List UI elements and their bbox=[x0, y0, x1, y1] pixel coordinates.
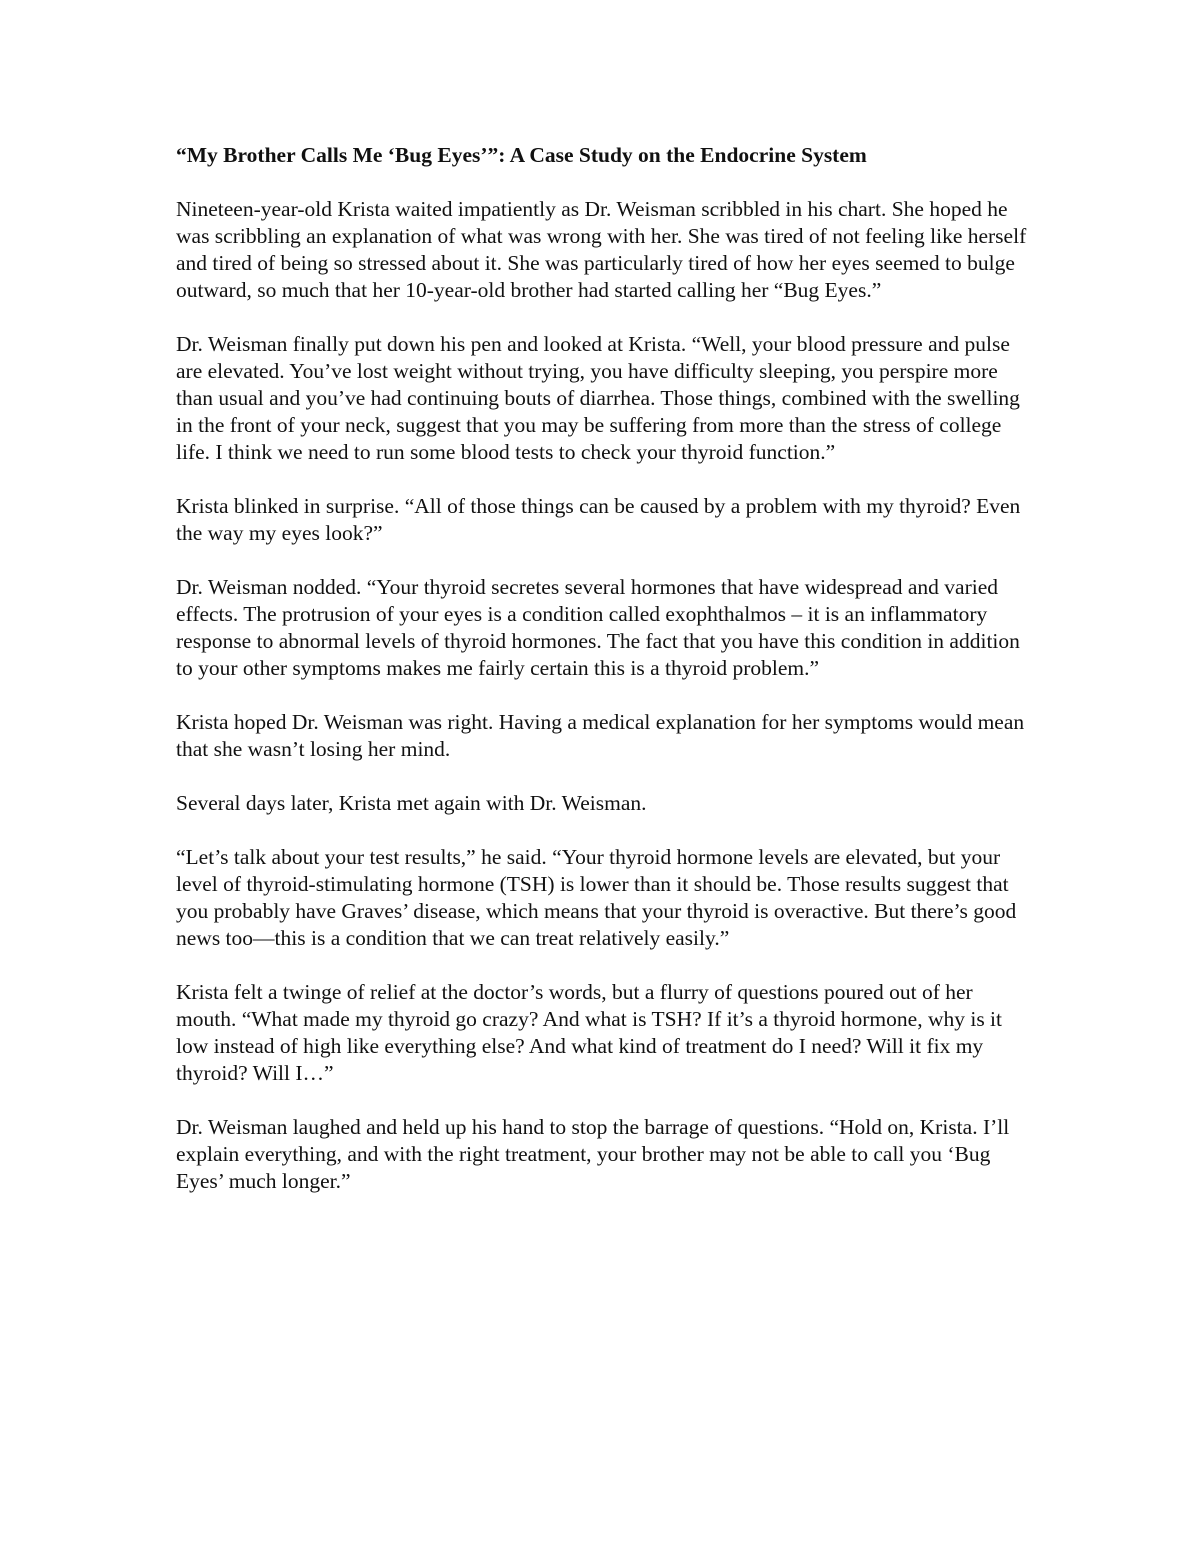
paragraph-5: Krista hoped Dr. Weisman was right. Having a medical explanation for her symptoms would mean that she wasn’t losing her mind. bbox=[176, 710, 1025, 761]
paragraph-8: Krista felt a twinge of relief at the doctor’s words, but a flurry of questions poured out of her mouth. “What made my thyroid go crazy? And what is TSH? If it’s a thyroid hormone, why is it low instead of high like everything else? And what kind of treatment do I need? Will it fix my thyroid? Will I…” bbox=[176, 980, 1003, 1085]
paragraph-1: Nineteen-year-old Krista waited impatiently as Dr. Weisman scribbled in his chart. She hoped he was scribbling an explanation of what was wrong with her. She was tired of not feeling like herself and tired of being so stressed about it. She was particularly tired of how her eyes seemed to bulge outward, so much that her 10-year-old brother had started calling her “Bug Eyes.” bbox=[176, 197, 1027, 302]
paragraph-7: “Let’s talk about your test results,” he said. “Your thyroid hormone levels are elevated, but your level of thyroid-stimulating hormone (TSH) is lower than it should be. Those results suggest that you probably have Graves’ disease, which means that your thyroid is overactive. But there’s good news too—this is a condition that we can treat relatively easily.” bbox=[176, 845, 1017, 950]
paragraph-6: Several days later, Krista met again with Dr. Weisman. bbox=[176, 791, 647, 815]
paragraph-3: Krista blinked in surprise. “All of those things can be caused by a problem with my thyroid? Even the way my eyes look?” bbox=[176, 494, 1021, 545]
paragraph-4: Dr. Weisman nodded. “Your thyroid secretes several hormones that have widespread and varied effects. The protrusion of your eyes is a condition called exophthalmos – it is an inflammatory response to abnormal levels of thyroid hormones. The fact that you have this condition in addition to your other symptoms makes me fairly certain this is a thyroid problem.” bbox=[176, 575, 1020, 680]
document-body bbox=[176, 142, 1036, 1222]
document-title: “My Brother Calls Me ‘Bug Eyes’”: A Case Study on the Endocrine System bbox=[176, 143, 867, 167]
paragraph-9: Dr. Weisman laughed and held up his hand to stop the barrage of questions. “Hold on, Krista. I’ll explain everything, and with the right treatment, your brother may not be able to call you ‘Bug Eyes’ much longer.” bbox=[176, 1115, 1010, 1193]
paragraph-2: Dr. Weisman finally put down his pen and looked at Krista. “Well, your blood pressure and pulse are elevated. You’ve lost weight without trying, you have difficulty sleeping, you perspire more than usual and you’ve had continuing bouts of diarrhea. Those things, combined with the swelling in the front of your neck, suggest that you may be suffering from more than the stress of college life. I think we need to run some blood tests to check your thyroid function.” bbox=[176, 332, 1020, 464]
